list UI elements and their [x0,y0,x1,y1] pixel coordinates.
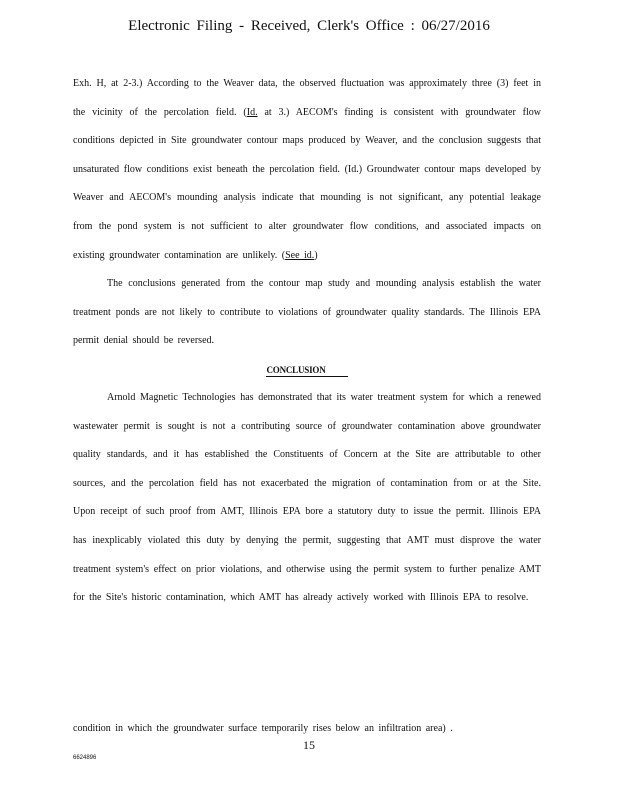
page-number: 15 [303,738,315,752]
document-id: 6624896 [73,755,97,761]
paragraph-weaver-data [73,70,541,270]
section-heading-text: CONCLUSION [266,364,347,377]
paragraph-text-a: Exh. H, at 2-3.) According to the Weaver data, the observed fluctuation was approximately three (3) feet in the vicinity of the percolation field. ( [73,78,541,118]
document-body [73,70,541,613]
paragraph-text-b: at 3.) AECOM's finding is consistent with groundwater flow conditions depicted in Site groundwater contour maps produced by Weaver, and the conclusion suggests that unsaturated flow conditions exist beneath the percolation field. (Id.) Groundwater contour maps developed by Weaver and AECOM's mounding analysis indicate that mounding is not significant, any potential leakage from the pond system is not sufficient to alter groundwater flow conditions, and associated impacts on existing groundwater contamination are unlikely. ( [73,106,541,261]
citation-id: Id. [246,106,258,118]
paragraph-text-c: ) [314,249,318,261]
filing-header: Electronic Filing - Received, Clerk's Office : 06/27/2016 [128,18,490,34]
section-heading [73,356,541,384]
citation-see-id: See id. [285,249,315,261]
footnote-continuation: condition in which the groundwater surface temporarily rises below an infiltration area) . [73,723,453,734]
paragraph-conclusions: The conclusions generated from the contour map study and mounding analysis establish the water treatment ponds are not likely to contribute to violations of groundwater quality standards. The Illinois EPA permit denial should be reversed. [73,278,541,347]
paragraph-conclusion-body: Arnold Magnetic Technologies has demonstrated that its water treatment system for which a renewed wastewater permit is sought is not a contributing source of groundwater contamination above groundwater quality standards, and it has established the Constituents of Concern at the Site are attributable to other sources, and the percolation field has not exacerbated the migration of contamination from or at the Site. Upon receipt of such proof from AMT, Illinois EPA bore a statutory duty to issue the permit. Illinois EPA has inexplicably violated this duty by denying the permit, suggesting that AMT must disprove the water treatment system's effect on prior violations, and otherwise using the permit system to further penalize AMT for the Site's historic contamination, which AMT has already actively worked with Illinois EPA to resolve. [73,391,541,604]
